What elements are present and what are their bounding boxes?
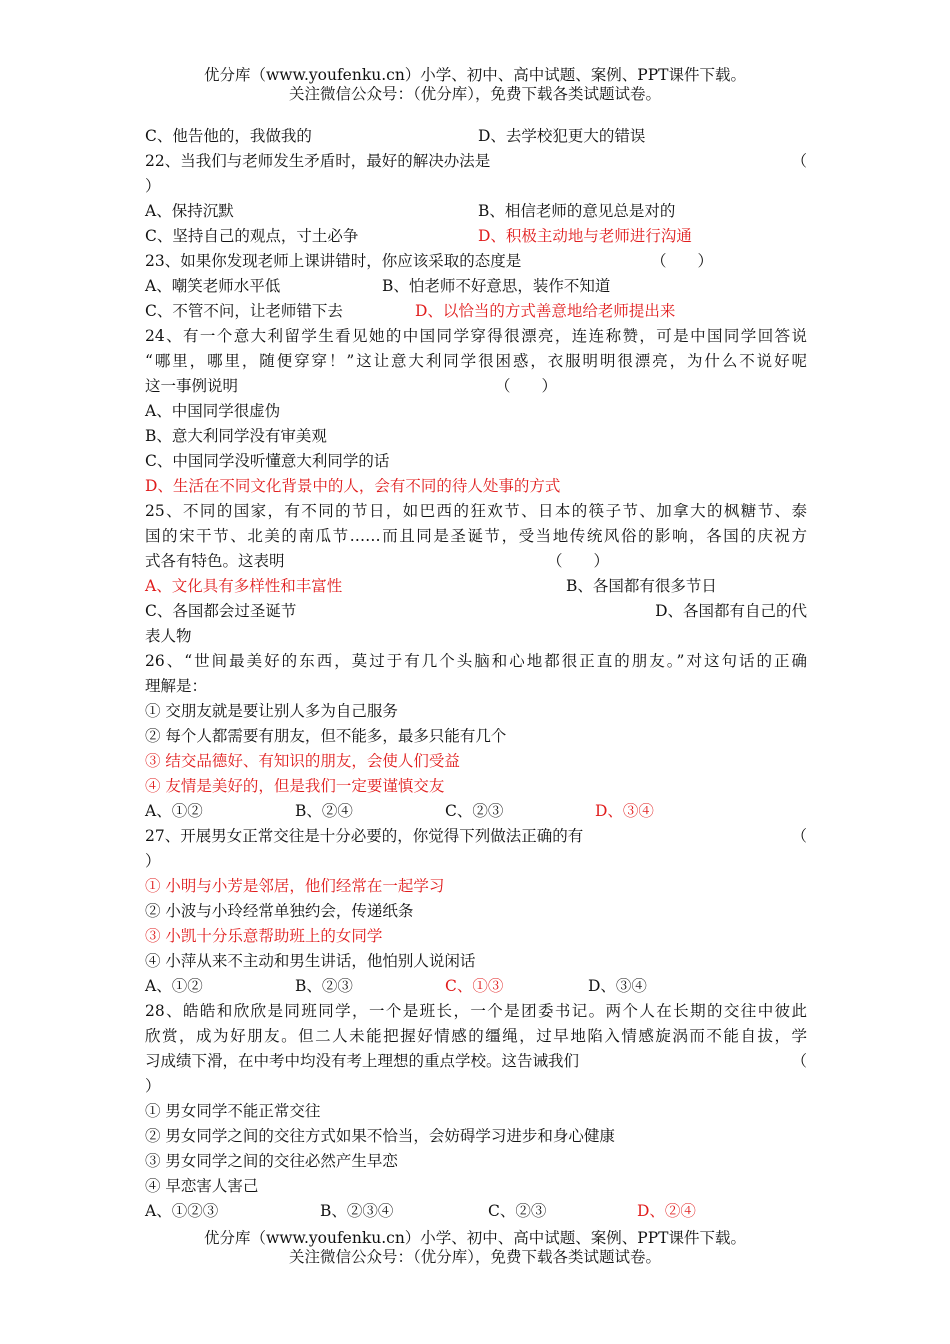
header-line-2: 关注微信公众号：（优分库），免费下载各类试题试卷。 (288, 85, 661, 103)
q25-option-d-continued: 表人物 (145, 627, 192, 645)
q23-options-cd (145, 299, 807, 324)
q28-stem-line-1: 28、皓皓和欣欣是同班同学，一个是班长，一个是团委书记。两个人在长期的交往中彼此 (145, 1002, 807, 1020)
q24-option-c: C、中国同学没听懂意大利同学的话 (145, 452, 390, 470)
q26-statement-3-answer: ③ 结交品德好、有知识的朋友，会使人们受益 (145, 752, 460, 770)
q22-option-b: B、相信老师的意见总是对的 (478, 202, 676, 220)
q26-statement-2: ② 每个人都需要有朋友，但不能多，最多只能有几个 (145, 727, 507, 745)
q28-paren-close: ） (145, 1077, 161, 1095)
q28-statement-2: ② 男女同学之间的交往方式如果不恰当，会妨碍学习进步和身心健康 (145, 1127, 615, 1145)
q22-option-d-answer: D、积极主动地与老师进行沟通 (478, 227, 692, 245)
q28-option-d-answer: D、②④ (637, 1202, 696, 1220)
q27-option-d: D、③④ (588, 977, 647, 995)
q22-option-a: A、保持沉默 (145, 202, 234, 220)
q21-option-c: C、他告他的，我做我的 (145, 127, 312, 145)
q28-option-b: B、②③④ (320, 1202, 394, 1220)
page-footer (0, 1229, 950, 1267)
q26-option-d-answer: D、③④ (595, 802, 654, 820)
q23-options-ab (145, 274, 807, 299)
q23-option-a: A、嘲笑老师水平低 (145, 277, 281, 295)
q28-statement-4: ④ 早恋害人害己 (145, 1177, 259, 1195)
q28-option-a: A、①②③ (145, 1202, 219, 1220)
q23-option-b: B、怕老师不好意思，装作不知道 (382, 277, 611, 295)
q26-option-a: A、①② (145, 802, 203, 820)
q24-stem-line-1: 24、有一个意大利留学生看见她的中国同学穿得很漂亮，连连称赞，可是中国同学回答说 (145, 327, 807, 345)
q25-stem-line-2: 国的宋干节、北美的南瓜节……而且同是圣诞节，受当地传统风俗的影响，各国的庆祝方 (145, 527, 807, 545)
q28-statement-1: ① 男女同学不能正常交往 (145, 1102, 321, 1120)
q28-stem-line-2: 欣赏，成为好朋友。但二人未能把握好情感的缰绳，过早地陷入情感旋涡而不能自拔，学 (145, 1027, 807, 1045)
q25-paren: （ ） (547, 552, 610, 570)
q25-options-cd (145, 599, 807, 624)
q28-option-c: C、②③ (488, 1202, 547, 1220)
q21-options-cd (145, 124, 807, 149)
q23-stem: 23、如果你发现老师上课讲错时，你应该采取的态度是 （ ） (145, 249, 807, 274)
q27-option-a: A、①② (145, 977, 203, 995)
q26-statement-1: ① 交朋友就是要让别人多为自己服务 (145, 702, 398, 720)
q25-stem-line-3: 式各有特色。这表明 （ ） (145, 549, 807, 574)
q27-options (145, 974, 807, 999)
q25-option-b: B、各国都有很多节日 (566, 577, 717, 595)
q24-stem-line-2: “哪里，哪里，随便穿穿！”这让意大利同学很困惑，衣服明明很漂亮，为什么不说好呢 (145, 352, 807, 370)
q27-paren-open: （ (791, 827, 807, 845)
header-line-1: 优分库（www.youfenku.cn）小学、初中、高中试题、案例、PPT课件下载。 (203, 66, 747, 84)
q22-paren-close: ） (145, 177, 161, 195)
q22-stem: 22、当我们与老师发生矛盾时，最好的解决办法是 （ (145, 149, 807, 174)
q28-statement-3: ③ 男女同学之间的交往必然产生早恋 (145, 1152, 398, 1170)
q25-option-d: D、各国都有自己的代 (655, 602, 807, 620)
q26-option-c: C、②③ (445, 802, 504, 820)
q24-option-a: A、中国同学很虚伪 (145, 402, 281, 420)
q27-option-c-answer: C、①③ (445, 977, 504, 995)
q28-paren-open: （ (791, 1052, 807, 1070)
q21-option-d: D、去学校犯更大的错误 (478, 127, 646, 145)
exam-content (145, 124, 807, 1224)
q26-options (145, 799, 807, 824)
q24-stem-line-3: 这一事例说明 （ ） (145, 374, 807, 399)
q22-options-ab (145, 199, 807, 224)
q23-paren: （ ） (651, 252, 714, 270)
q27-option-b: B、②③ (295, 977, 353, 995)
q25-option-c: C、各国都会过圣诞节 (145, 602, 297, 620)
q22-option-c: C、坚持自己的观点，寸土必争 (145, 227, 359, 245)
footer-line-2: 关注微信公众号：（优分库），免费下载各类试题试卷。 (288, 1248, 661, 1266)
q24-paren: （ ） (495, 377, 558, 395)
q27-paren-close: ） (145, 852, 161, 870)
q28-stem-line-3: 习成绩下滑，在中考中均没有考上理想的重点学校。这告诫我们 （ (145, 1049, 807, 1074)
q25-options-ab (145, 574, 807, 599)
q26-stem-line-1: 26、“世间最美好的东西，莫过于有几个头脑和心地都很正直的朋友。”对这句话的正确 (145, 652, 807, 670)
q25-option-a-answer: A、文化具有多样性和丰富性 (145, 577, 343, 595)
q27-statement-1-answer: ① 小明与小芳是邻居，他们经常在一起学习 (145, 877, 445, 895)
q24-option-b: B、意大利同学没有审美观 (145, 427, 327, 445)
footer-line-1: 优分库（www.youfenku.cn）小学、初中、高中试题、案例、PPT课件下载。 (203, 1229, 747, 1247)
q26-stem-line-2: 理解是： (145, 677, 208, 695)
q23-option-c: C、不管不问，让老师错下去 (145, 302, 343, 320)
q26-option-b: B、②④ (295, 802, 353, 820)
q23-option-d-answer: D、以恰当的方式善意地给老师提出来 (415, 302, 676, 320)
q27-statement-2: ② 小波与小玲经常单独约会，传递纸条 (145, 902, 414, 920)
q22-paren-open: （ (791, 152, 807, 170)
q27-stem: 27、开展男女正常交往是十分必要的，你觉得下列做法正确的有 （ (145, 824, 807, 849)
q27-statement-4: ④ 小萍从来不主动和男生讲话，他怕别人说闲话 (145, 952, 476, 970)
q27-statement-3-answer: ③ 小凯十分乐意帮助班上的女同学 (145, 927, 383, 945)
q22-options-cd (145, 224, 807, 249)
q26-statement-4-answer: ④ 友情是美好的，但是我们一定要谨慎交友 (145, 777, 445, 795)
q28-options (145, 1199, 807, 1224)
page-header (0, 66, 950, 104)
q25-stem-line-1: 25、不同的国家，有不同的节日，如巴西的狂欢节、日本的筷子节、加拿大的枫糖节、泰 (145, 502, 807, 520)
q24-option-d-answer: D、生活在不同文化背景中的人，会有不同的待人处事的方式 (145, 477, 561, 495)
